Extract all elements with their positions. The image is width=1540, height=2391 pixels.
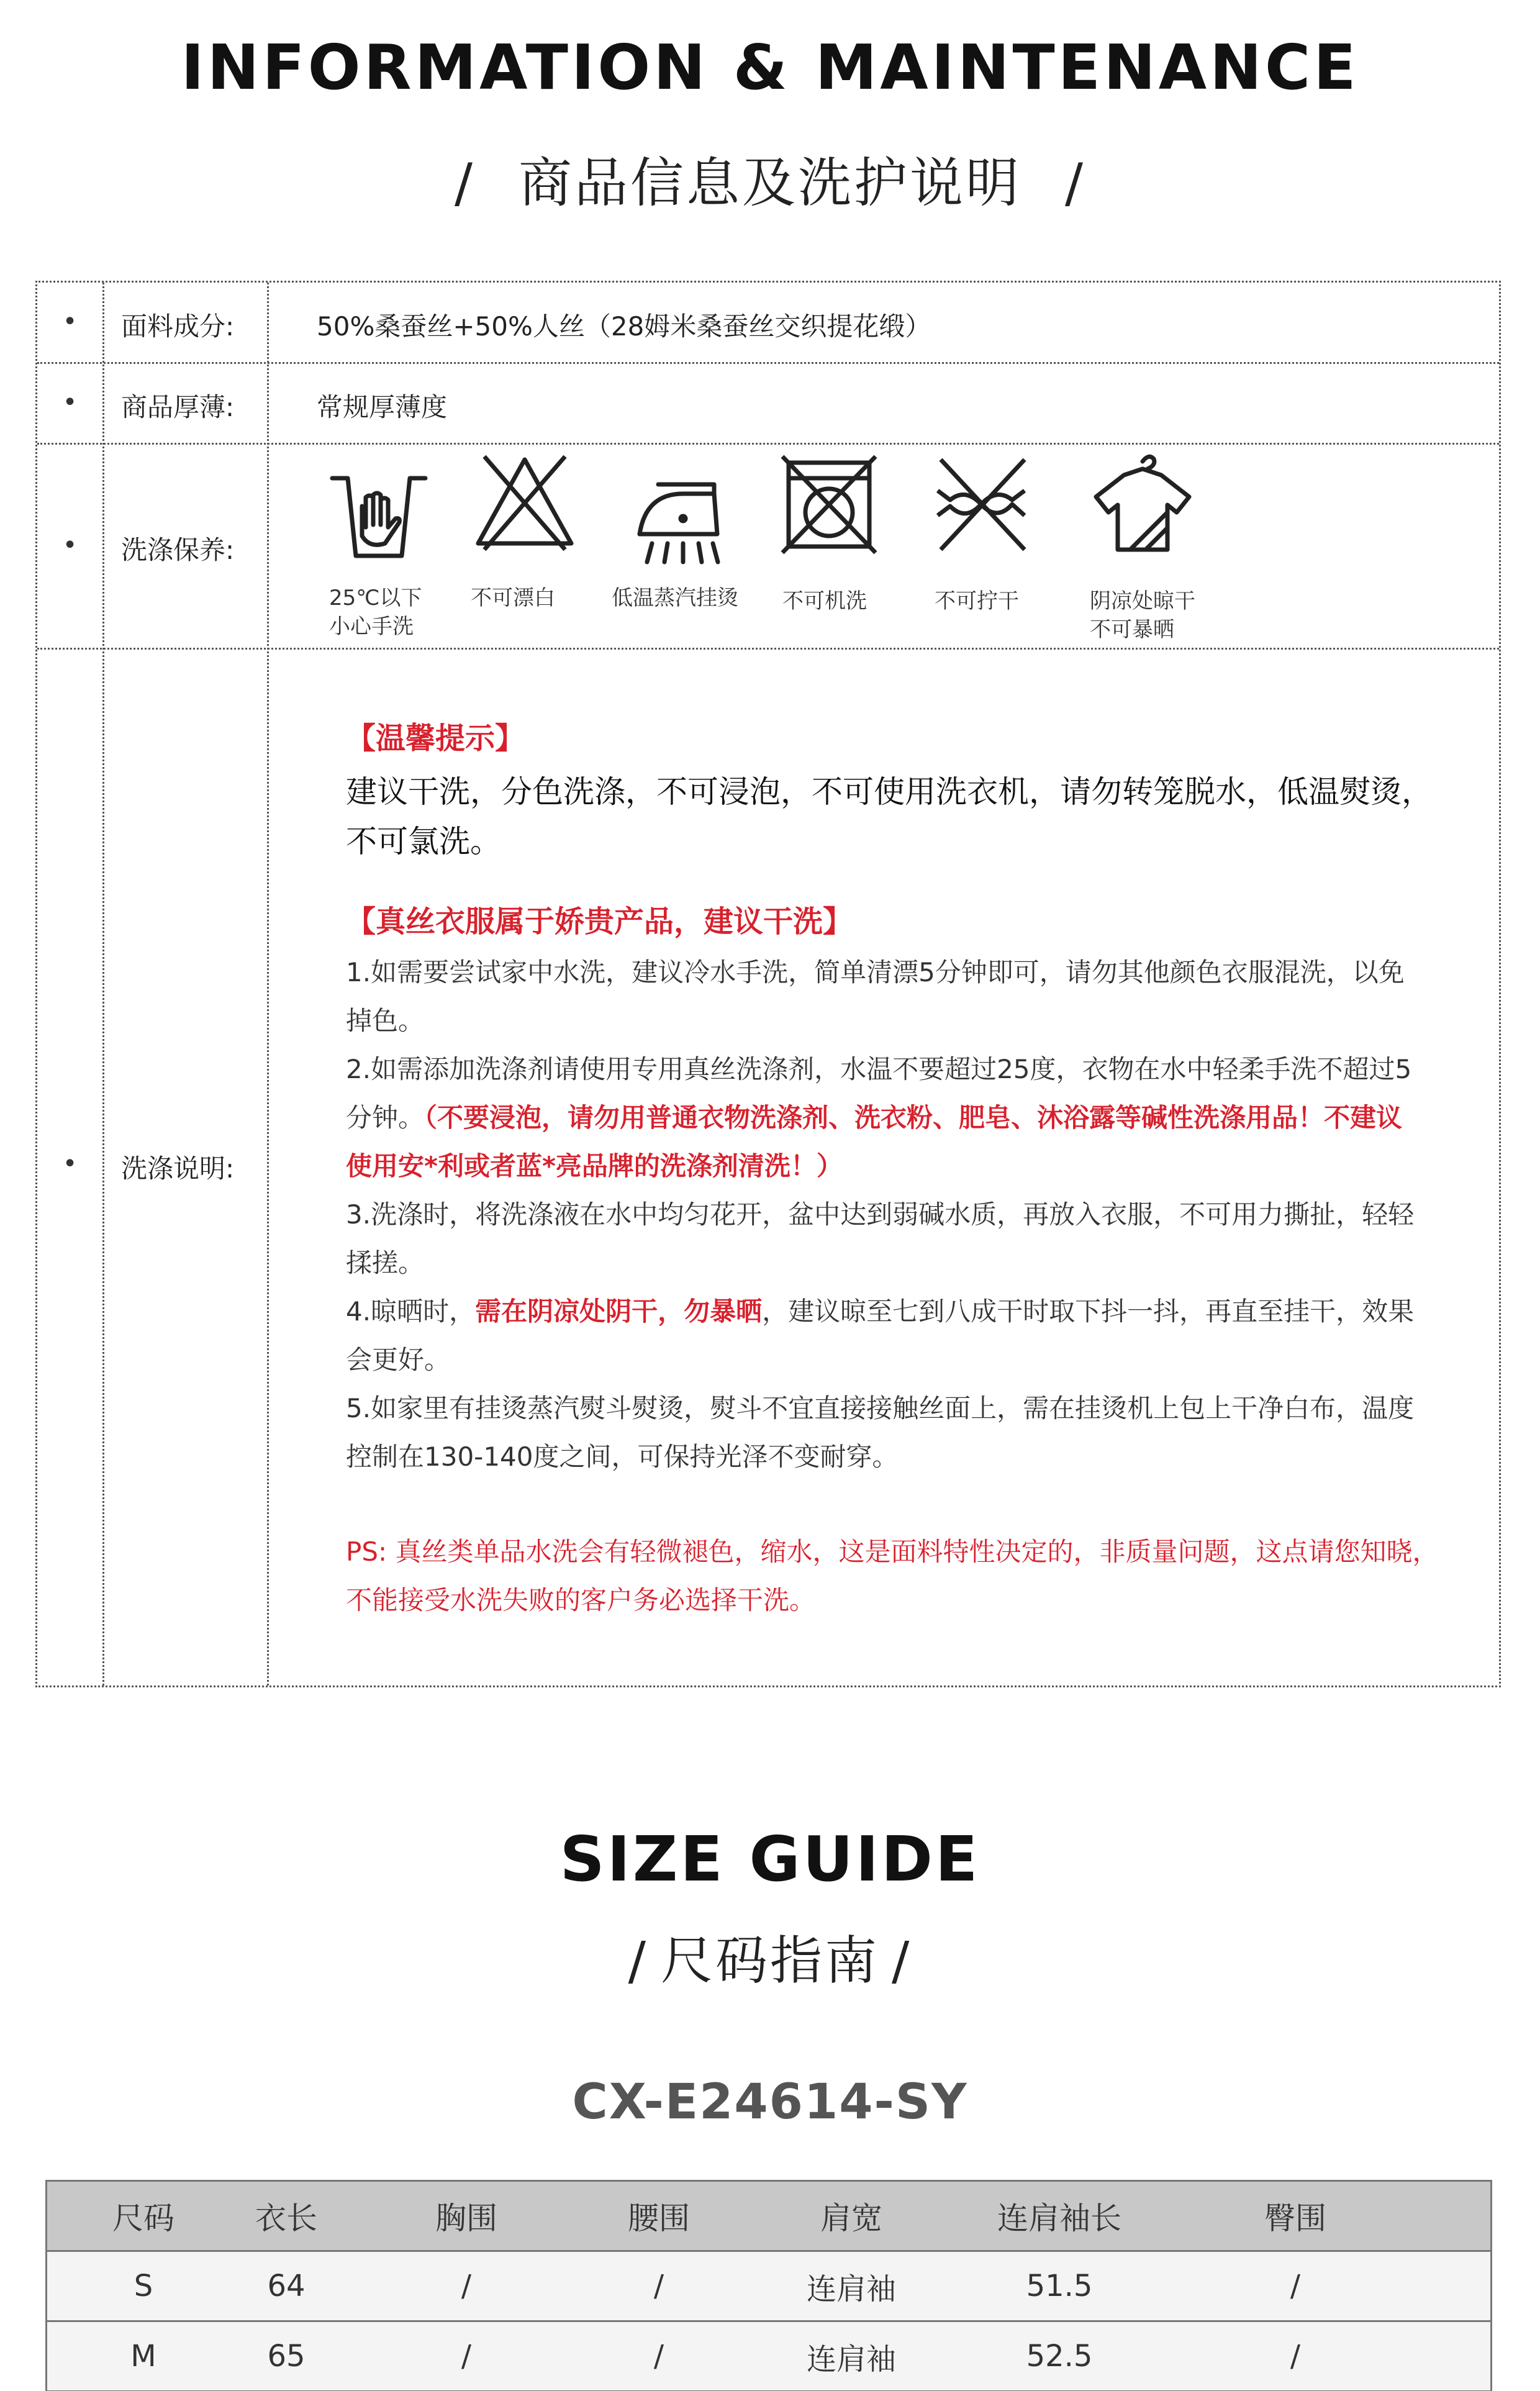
- hand-wash-icon: [326, 463, 432, 562]
- page-title-en: INFORMATION & MAINTENANCE: [181, 31, 1359, 104]
- column-header: 衣长: [255, 2200, 317, 2236]
- table-cell: S: [134, 2269, 153, 2303]
- no-bleach-caption: 不可漂白: [471, 586, 555, 610]
- row-divider: [37, 443, 1499, 445]
- column-header: 肩宽: [820, 2200, 882, 2236]
- column-divider: [267, 283, 269, 1685]
- instruction-3: 3.洗涤时，将洗涤液在水中均匀花开，盆中达到弱碱水质，再放入衣服，不可用力撕扯，轻轻 揉搓。: [346, 1199, 1415, 1278]
- info-table: [35, 281, 1501, 1687]
- thickness-value: 常规厚薄度: [317, 392, 448, 422]
- model-code: CX-E24614-SY: [572, 2074, 968, 2130]
- table-cell: /: [653, 2339, 664, 2374]
- table-row: [47, 2252, 1490, 2320]
- size-table-header: [47, 2182, 1490, 2250]
- silk-heading: 【真丝衣服属于娇贵产品，建议干洗】: [346, 904, 853, 939]
- fabric-label: 面料成分:: [121, 311, 235, 342]
- size-table: [45, 2180, 1492, 2391]
- low-steam-iron-caption: 低温蒸汽挂烫: [612, 586, 738, 610]
- row-bullet: •: [62, 307, 78, 336]
- instruction-4: 4.晾晒时，需在阴凉处阴干，勿暴晒，建议晾至七到八成干时取下抖一抖，再直至挂干，效果 会更好。: [346, 1296, 1415, 1375]
- instruction-5: 5.如家里有挂烫蒸汽熨斗熨烫，熨斗不宜直接接触丝面上，需在挂烫机上包上干净白布，温度 控制在130-140度之间，可保持光泽不变耐穿。: [346, 1393, 1415, 1472]
- care-label: 洗涤保养:: [121, 535, 235, 565]
- table-cell: 51.5: [1026, 2269, 1093, 2303]
- table-cell: /: [653, 2269, 664, 2303]
- page-title-cn: [0, 140, 1540, 217]
- table-cell: M: [130, 2339, 156, 2374]
- hand-wash-caption: 25℃以下 小心手洗: [329, 586, 422, 639]
- title-slash-right: /: [1065, 152, 1085, 214]
- shade-dry-caption: 阴凉处晾干 不可暴晒: [1090, 589, 1195, 642]
- table-row: [47, 2322, 1490, 2390]
- column-header: 臀围: [1264, 2200, 1326, 2236]
- tip-text: 建议干洗，分色洗涤，不可浸泡，不可使用洗衣机，请勿转笼脱水，低温熨烫， 不可氯洗。: [346, 774, 1433, 860]
- instruction-2: 2.如需添加洗涤剂请使用专用真丝洗涤剂，水温不要超过25度，衣物在水中轻柔手洗不超过5 分钟。（不要浸泡，请勿用普通衣物洗涤剂、洗衣粉、肥皂、沐浴露等碱性洗涤用品！不建议 使用安*利或者蓝*亮品牌的洗涤剂清洗！）: [346, 1054, 1412, 1181]
- row-divider: [37, 362, 1499, 364]
- size-guide-title-en: SIZE GUIDE: [559, 1823, 981, 1895]
- instruction-1: 1.如需要尝试家中水洗，建议冷水手洗，简单清漂5分钟即可，请勿其他颜色衣服混洗，以免 掉色。: [346, 957, 1405, 1036]
- low-steam-iron-icon: [633, 469, 733, 568]
- table-cell: 连肩袖: [806, 2271, 896, 2307]
- row-bullet: •: [62, 388, 78, 417]
- table-cell: /: [1290, 2339, 1301, 2374]
- table-cell: 52.5: [1026, 2339, 1093, 2374]
- table-cell: /: [461, 2269, 472, 2303]
- no-machine-wash-caption: 不可机洗: [782, 589, 867, 614]
- row-bullet: •: [62, 531, 78, 560]
- row-bullet: •: [62, 1150, 78, 1178]
- table-cell: 连肩袖: [806, 2341, 896, 2377]
- tip-heading: 【温馨提示】: [346, 721, 525, 756]
- thickness-label: 商品厚薄:: [121, 392, 235, 422]
- table-cell: 65: [267, 2339, 306, 2374]
- instruction-paragraphs: [346, 948, 1513, 1481]
- column-header: 尺码: [112, 2200, 174, 2236]
- column-divider: [102, 283, 104, 1685]
- instructions-label: 洗涤说明:: [121, 1153, 235, 1184]
- ps-note: PS: 真丝类单品水洗会有轻微褪色，缩水，这是面料特性决定的，非质量问题，这点请您知晓， 不能接受水洗失败的客户务必选择干洗。: [346, 1536, 1439, 1615]
- size-slash-left: /: [628, 1930, 648, 1991]
- fabric-value: 50%桑蚕丝+50%人丝（28姆米桑蚕丝交织提花缎）: [317, 311, 931, 342]
- shade-dry-icon: [1087, 450, 1198, 556]
- no-bleach-icon: [472, 450, 578, 556]
- table-cell: /: [461, 2339, 472, 2374]
- column-header: 连肩袖长: [997, 2200, 1121, 2236]
- column-header: 腰围: [628, 2200, 690, 2236]
- table-cell: 64: [267, 2269, 306, 2303]
- no-machine-wash-icon: [779, 453, 879, 556]
- table-cell: /: [1290, 2269, 1301, 2303]
- size-slash-right: /: [892, 1930, 912, 1991]
- column-header: 胸围: [435, 2200, 497, 2236]
- size-title-cn-text: 尺码指南: [660, 1930, 879, 1991]
- size-guide-title-cn: [0, 1919, 1540, 1994]
- title-slash-left: /: [455, 152, 475, 214]
- no-wring-icon: [931, 453, 1031, 556]
- no-wring-caption: 不可拧干: [935, 589, 1019, 614]
- row-divider: [37, 648, 1499, 650]
- title-cn-text: 商品信息及洗护说明: [519, 152, 1021, 214]
